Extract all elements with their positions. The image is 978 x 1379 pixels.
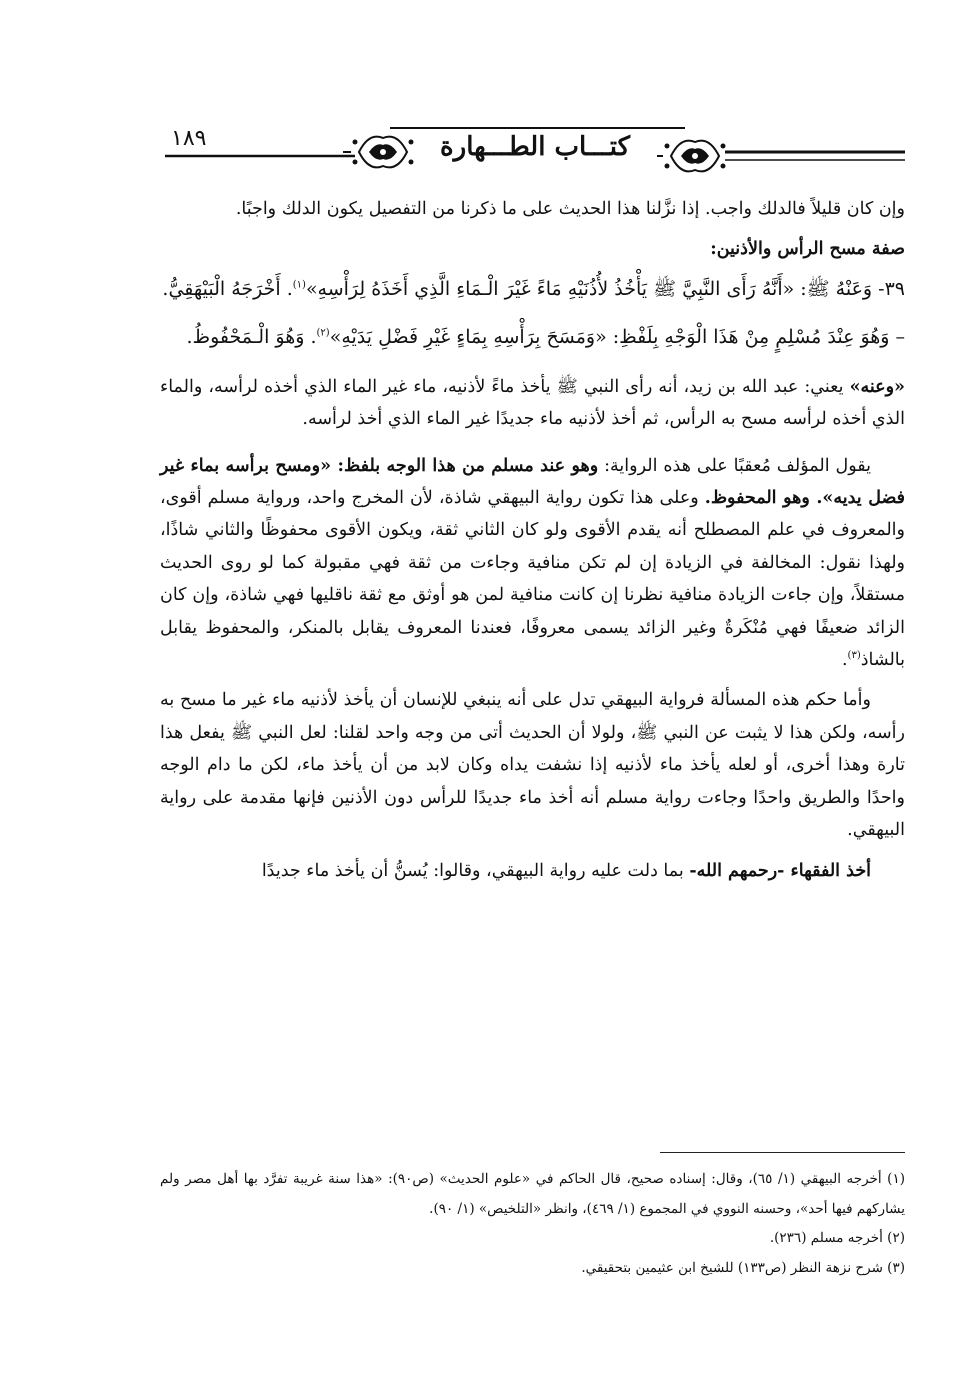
commentary-2-end: . bbox=[841, 650, 848, 671]
paragraph-dalk: وإن كان قليلاً فالدلك واجب. إذا نزَّلنا هذا الحديث على ما ذكرنا من التفصيل يكون الدلك واجبًا. bbox=[235, 199, 905, 219]
commentary-paragraph-4 bbox=[160, 855, 905, 887]
main-text bbox=[160, 193, 905, 887]
commentary-paragraph-3: وأما حكم هذه المسألة فرواية البيهقي تدل على أنه ينبغي للإنسان أن يأخذ لأذنيه ماء غير ما مسح به رأسه، ولكن هذا لا يثبت عن النبي ﷺ، ولولا أن الحديث أتى من وجه واحد لقلنا: لعل النبي ﷺ يفعل هذا تارة وهذا أخرى، أو لعله يأخذ ماء لأذنيه إذا نشفت يداه وكان لابد من أن يأخذ ماء، لكن ما دام الوجه واحدًا والطريق واحدًا وجاءت رواية مسلم أنه أخذ ماء جديدًا للرأس دون الأذنين فإنها مقدمة على رواية البيهقي. bbox=[160, 690, 905, 841]
commentary-4-lead: أخذ الفقهاء -رحمهم الله- bbox=[689, 860, 871, 881]
commentary-2-text: وعلى هذا تكون رواية البيهقي شاذة، لأن المخرج واحد، ورواية مسلم أقوى، والمعروف في علم المصطلح أنه يقدم الأقوى ولو كان الثاني ثقة، ويكون الأقوى محفوظًا والثاني شاذًا، ولهذا نقول: المخالفة في الزيادة إن لم تكن منافية وجاءت من ثقة فهي مقبولة كما لو روى الحديث مستقلاً، وإن جاءت الزيادة منافية نظرنا إن كانت منافية لمن هو أوثق مع ثقة ناقليها فهي شاذة، وإن كان الزائد ضعيفًا فهي مُنْكَرةٌ وغير الزائد يسمى معروفًا، فعندنا المعروف يقابل بالمنكر، والمحفوظ يقابل بالشاذ bbox=[160, 488, 905, 671]
footnote-3: (٣) شرح نزهة النظر (ص١٣٣) للشيخ ابن عثيمين بتحقيقي. bbox=[581, 1259, 905, 1276]
section-heading: صفة مسح الرأس والأذنين: bbox=[710, 239, 905, 260]
page-number: ١٨٩ bbox=[171, 126, 207, 151]
running-header bbox=[165, 120, 905, 182]
footnote-ref-1: (١) bbox=[292, 279, 306, 291]
footnote-ref-2: (٢) bbox=[316, 327, 330, 339]
hadith-muslim-end: . وَهُوَ الْـمَحْفُوظُ. bbox=[186, 326, 317, 349]
chapter-title: كتـــاب الطـــهارة bbox=[440, 132, 630, 162]
commentary-4-text: بما دلت عليه رواية البيهقي، وقالوا: يُسنُّ أن يأخذ ماء جديدًا bbox=[261, 860, 690, 881]
commentary-2-intro: يقول المؤلف مُعقبًا على هذه الرواية: bbox=[598, 455, 871, 476]
footnotes bbox=[160, 1165, 905, 1283]
right-arabesque-icon bbox=[657, 141, 726, 172]
footnote-separator bbox=[660, 1152, 905, 1153]
hadith-muslim-text: – وَهُوَ عِنْدَ مُسْلِمٍ مِنْ هَذَا الْوَجْهِ بِلَفْظِ: «وَمَسَحَ بِرَأْسِهِ بِمَاءٍ غَيْرِ فَضْلِ يَدَيْهِ» bbox=[329, 326, 905, 349]
hadith-39-text: ٣٩- وَعَنْهُ ﷺ: «أَنَّهُ رَأَى النَّبِيَّ ﷺ يَأْخُذُ لأُذُنَيْهِ مَاءً غَيْرَ الْـمَاءِ الَّذِي أَخَذَهُ لِرَأْسِهِ» bbox=[305, 277, 905, 300]
commentary-2-quote: وهو عند مسلم من هذا الوجه بلفظ: «ومسح برأسه بماء غير فضل يديه». وهو المحفوظ. bbox=[160, 455, 905, 509]
hadith-muslim-version bbox=[160, 318, 905, 357]
hadith-39-source: . أَخْرَجَهُ الْبَيْهَقِيُّ. bbox=[162, 277, 293, 300]
left-arabesque-icon bbox=[343, 137, 414, 168]
commentary-paragraph-1 bbox=[160, 371, 905, 436]
commentary-paragraph-2 bbox=[160, 450, 905, 677]
commentary-lead: «وعنه» bbox=[849, 376, 905, 397]
footnote-1: (١) أخرجه البيهقي (١/ ٦٥)، وقال: إسناده صحيح، قال الحاكم في «علوم الحديث» (ص٩٠): «هذا سنة غريبة تفرَّد بها أهل مصر ولم يشاركهم فيها أحد»، وحسنه النووي في المجموع (١/ ٤٦٩)، وانظر «التلخيص» (١/ ٩٠). bbox=[160, 1171, 905, 1217]
commentary-1-text: يعني: عبد الله بن زيد، أنه رأى النبي ﷺ يأخذ ماءً لأذنيه، ماء غير الماء الذي أخذه لرأسه، والماء الذي أخذه لرأسه مسح به الرأس، ثم أخذ لأذنيه ماء جديدًا غير الماء الذي أخذ لرأسه. bbox=[160, 376, 905, 430]
footnote-ref-3: (٣) bbox=[847, 650, 861, 662]
hadith-39 bbox=[160, 270, 905, 309]
footnote-2: (٢) أخرجه مسلم (٢٣٦). bbox=[769, 1230, 905, 1246]
